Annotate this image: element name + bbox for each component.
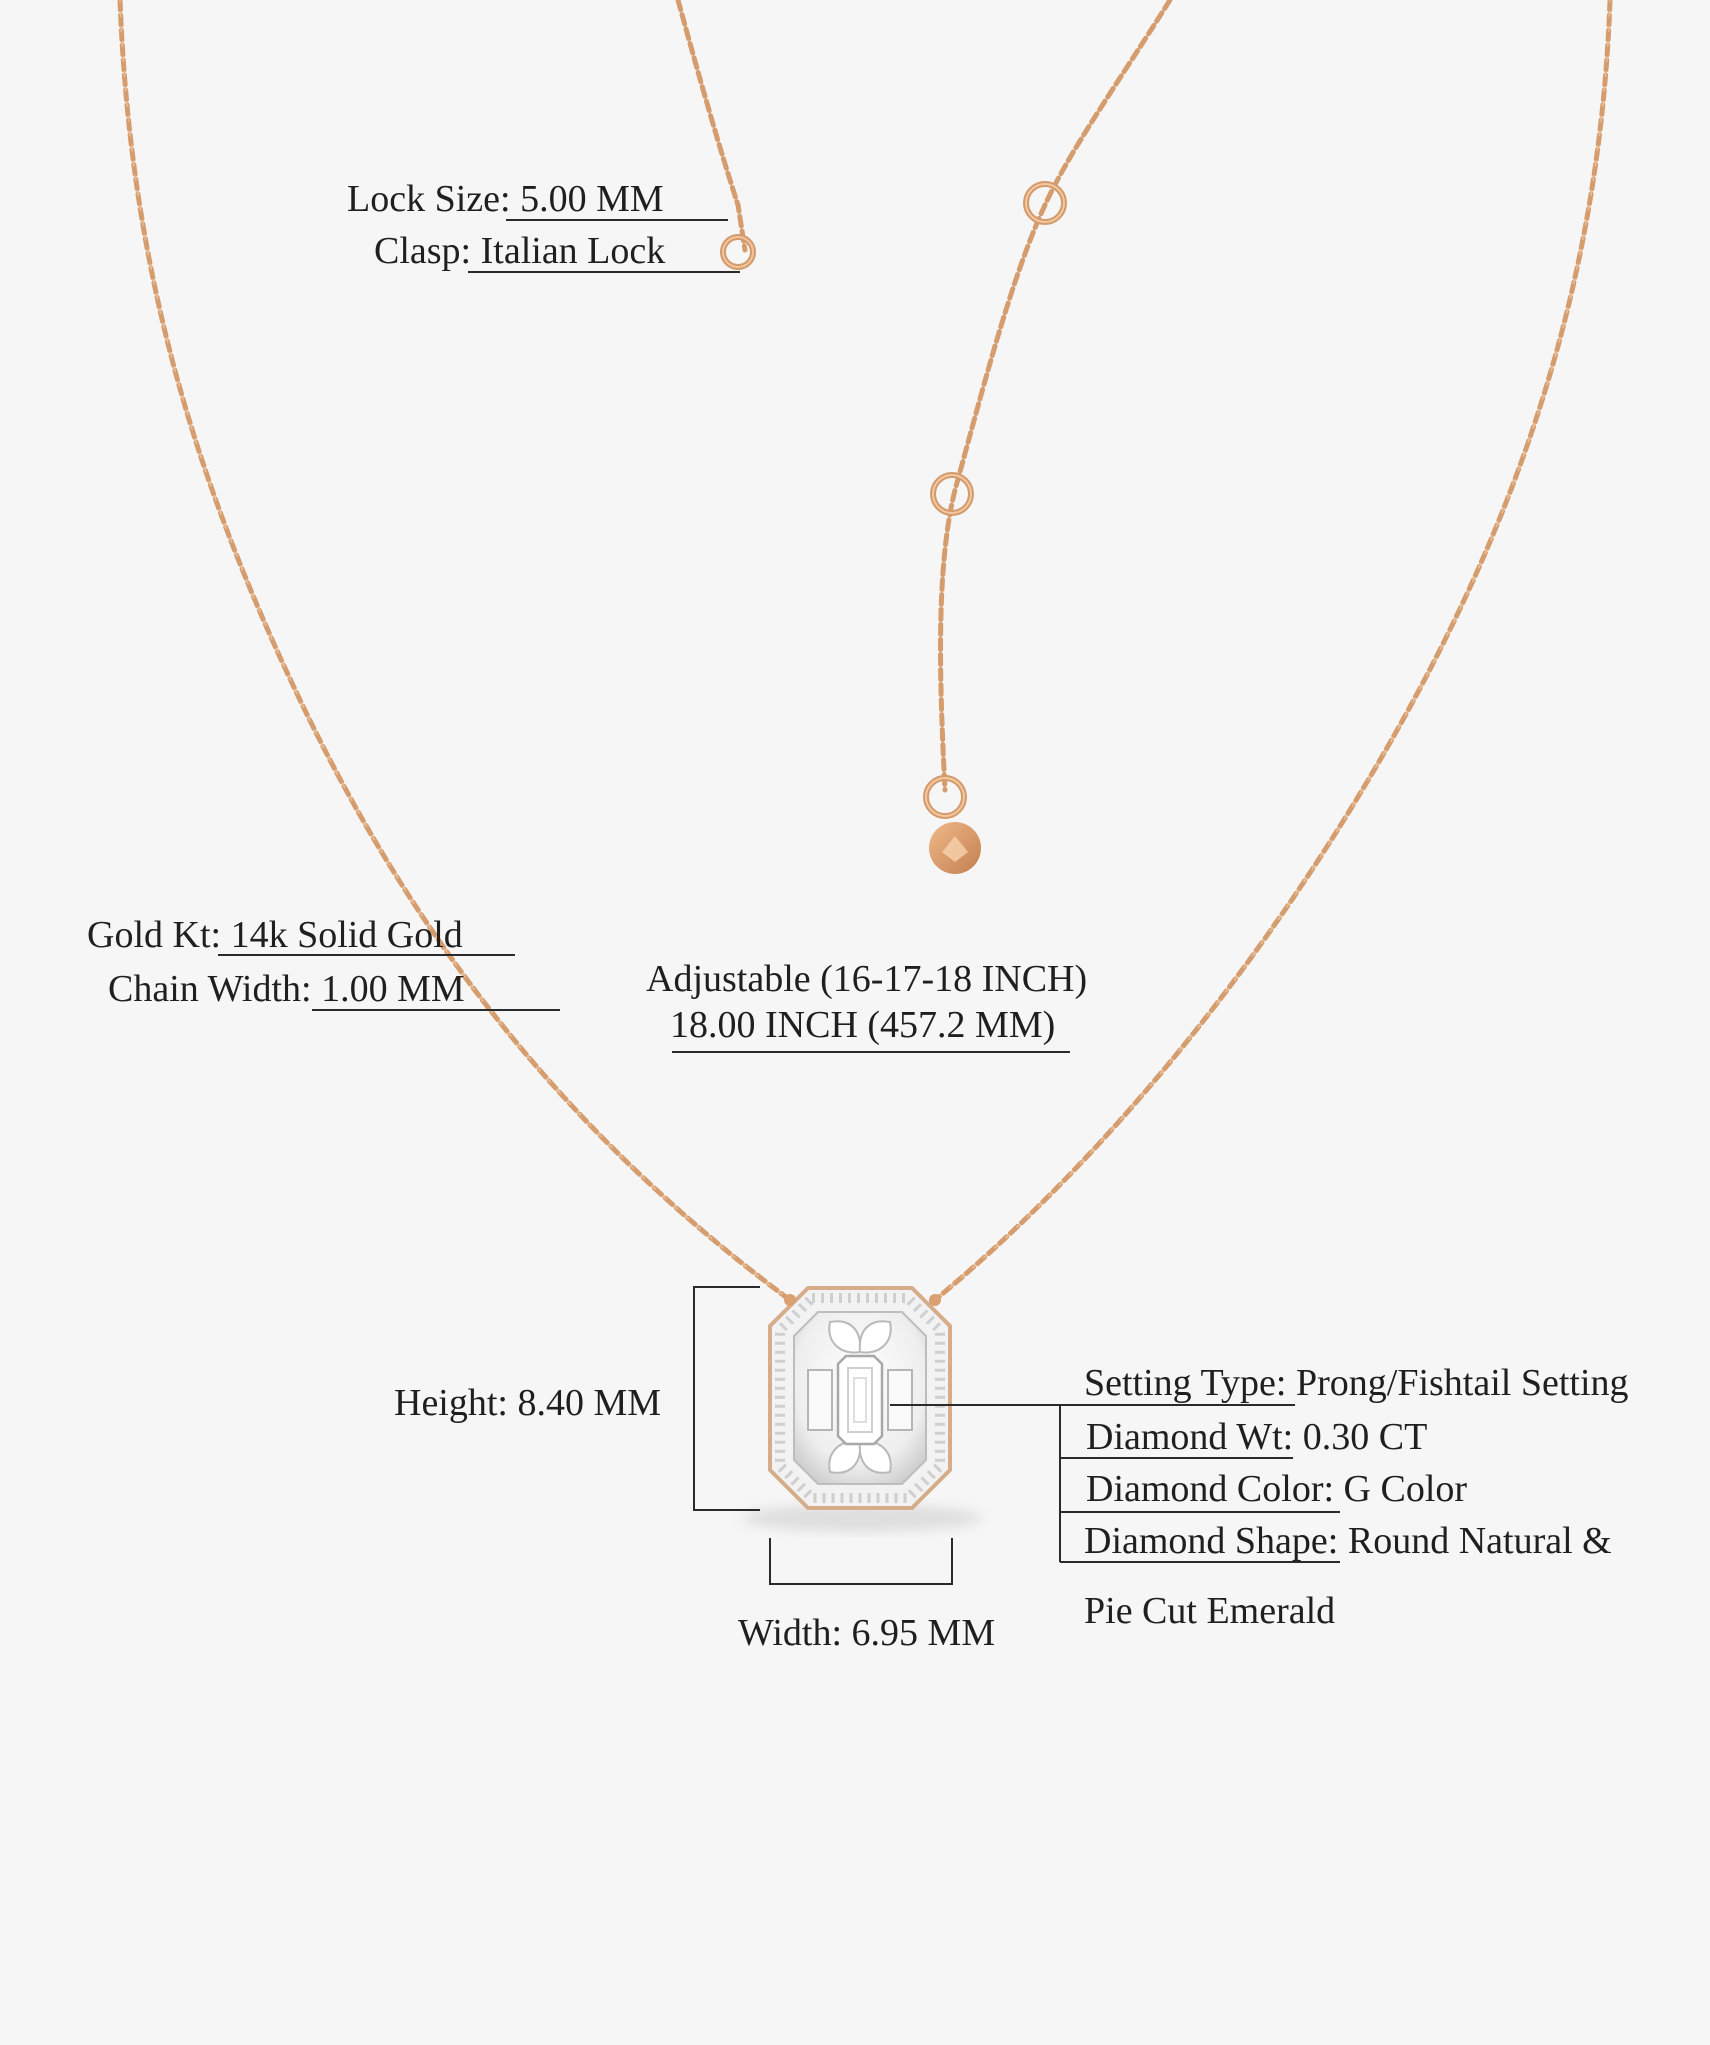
length-adjustable-label: Adjustable (16-17-18 INCH) [646, 958, 1088, 1000]
width-value: 6.95 MM [851, 1612, 996, 1654]
pendant [742, 1288, 982, 1532]
chain-group [120, 0, 1610, 1300]
diamond-shape-value: Round Natural & [1347, 1520, 1612, 1562]
height-label: Height: 8.40 MM [394, 1382, 662, 1424]
height-bracket [694, 1287, 760, 1510]
height-value: 8.40 MM [517, 1382, 662, 1424]
clasp-chain [678, 0, 745, 250]
diamond-color-label: Diamond Color: G Color [1086, 1468, 1468, 1510]
diamond-shape-label: Diamond Shape: Round Natural & [1084, 1520, 1612, 1562]
extender-rings [926, 184, 1064, 816]
diamond-wt-label: Diamond Wt: 0.30 CT [1086, 1416, 1428, 1458]
length-label: 18.00 INCH (457.2 MM) [670, 1004, 1056, 1046]
diamond-shape-continued: Pie Cut Emerald [1084, 1590, 1336, 1632]
lock-size-value: 5.00 MM [520, 178, 664, 220]
clasp-value: Italian Lock [480, 230, 666, 272]
chain-width-value: 1.00 MM [321, 968, 465, 1010]
clasp-lock [723, 237, 753, 267]
chain-width-label: Chain Width: 1.00 MM [108, 968, 465, 1010]
tag-disc [929, 822, 981, 874]
right-chain [935, 0, 1610, 1300]
setting-type-label: Setting Type: Prong/Fishtail Setting [1084, 1362, 1629, 1404]
lock-size-label: Lock Size: 5.00 MM [347, 178, 664, 220]
width-label: Width: 6.95 MM [738, 1612, 996, 1654]
diamond-wt-value: 0.30 CT [1302, 1416, 1428, 1458]
clasp-label: Clasp: Italian Lock [374, 230, 666, 272]
gold-kt-value: 14k Solid Gold [230, 914, 463, 956]
extender-chain [941, 0, 1170, 790]
gold-kt-label: Gold Kt: 14k Solid Gold [87, 914, 463, 956]
width-bracket [770, 1538, 952, 1584]
diamond-color-value: G Color [1343, 1468, 1468, 1510]
setting-type-value: Prong/Fishtail Setting [1295, 1362, 1629, 1404]
